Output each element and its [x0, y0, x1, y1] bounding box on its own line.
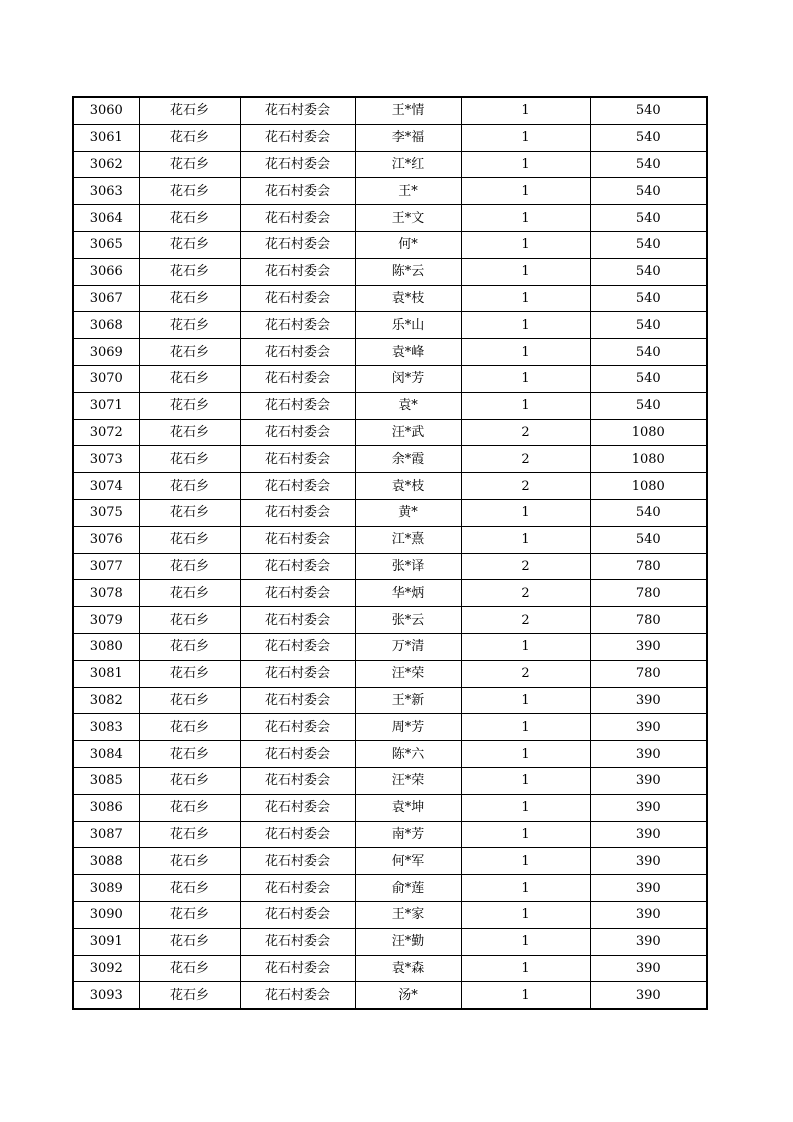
count-cell: 2: [461, 473, 590, 500]
count-cell: 1: [461, 205, 590, 232]
village-committee-cell: 花石村委会: [240, 982, 355, 1009]
amount-cell: 780: [590, 607, 707, 634]
count-cell: 1: [461, 526, 590, 553]
township-cell: 花石乡: [139, 714, 240, 741]
village-committee-cell: 花石村委会: [240, 312, 355, 339]
table-row: [73, 339, 707, 366]
table-row: [73, 580, 707, 607]
table-row: [73, 928, 707, 955]
record-table: [72, 96, 708, 1010]
table-row: [73, 392, 707, 419]
amount-cell: 540: [590, 365, 707, 392]
township-cell: 花石乡: [139, 553, 240, 580]
village-committee-cell: 花石村委会: [240, 767, 355, 794]
table-row: [73, 499, 707, 526]
township-cell: 花石乡: [139, 875, 240, 902]
village-committee-cell: 花石村委会: [240, 205, 355, 232]
count-cell: 1: [461, 848, 590, 875]
table-row: [73, 767, 707, 794]
amount-cell: 390: [590, 767, 707, 794]
count-cell: 2: [461, 580, 590, 607]
count-cell: 1: [461, 499, 590, 526]
township-cell: 花石乡: [139, 660, 240, 687]
township-cell: 花石乡: [139, 339, 240, 366]
amount-cell: 1080: [590, 446, 707, 473]
count-cell: 1: [461, 339, 590, 366]
township-cell: 花石乡: [139, 687, 240, 714]
table-row: [73, 660, 707, 687]
row-id-cell: 3085: [73, 767, 139, 794]
township-cell: 花石乡: [139, 607, 240, 634]
amount-cell: 390: [590, 955, 707, 982]
count-cell: 1: [461, 875, 590, 902]
row-id-cell: 3077: [73, 553, 139, 580]
township-cell: 花石乡: [139, 767, 240, 794]
village-committee-cell: 花石村委会: [240, 178, 355, 205]
village-committee-cell: 花石村委会: [240, 580, 355, 607]
table-body: [73, 97, 707, 1009]
name-cell: 王*家: [355, 901, 461, 928]
count-cell: 2: [461, 660, 590, 687]
row-id-cell: 3071: [73, 392, 139, 419]
amount-cell: 390: [590, 714, 707, 741]
name-cell: 乐*山: [355, 312, 461, 339]
row-id-cell: 3066: [73, 258, 139, 285]
table-row: [73, 741, 707, 768]
village-committee-cell: 花石村委会: [240, 231, 355, 258]
township-cell: 花石乡: [139, 231, 240, 258]
count-cell: 1: [461, 258, 590, 285]
name-cell: 俞*莲: [355, 875, 461, 902]
village-committee-cell: 花石村委会: [240, 714, 355, 741]
name-cell: 汪*武: [355, 419, 461, 446]
township-cell: 花石乡: [139, 365, 240, 392]
table-row: [73, 982, 707, 1009]
row-id-cell: 3073: [73, 446, 139, 473]
name-cell: 汤*: [355, 982, 461, 1009]
row-id-cell: 3062: [73, 151, 139, 178]
count-cell: 1: [461, 741, 590, 768]
township-cell: 花石乡: [139, 955, 240, 982]
table-row: [73, 714, 707, 741]
township-cell: 花石乡: [139, 473, 240, 500]
amount-cell: 540: [590, 151, 707, 178]
count-cell: 1: [461, 97, 590, 124]
village-committee-cell: 花石村委会: [240, 875, 355, 902]
township-cell: 花石乡: [139, 741, 240, 768]
village-committee-cell: 花石村委会: [240, 633, 355, 660]
village-committee-cell: 花石村委会: [240, 687, 355, 714]
row-id-cell: 3093: [73, 982, 139, 1009]
township-cell: 花石乡: [139, 901, 240, 928]
village-committee-cell: 花石村委会: [240, 794, 355, 821]
amount-cell: 1080: [590, 473, 707, 500]
table-row: [73, 124, 707, 151]
name-cell: 王*情: [355, 97, 461, 124]
name-cell: 王*文: [355, 205, 461, 232]
name-cell: 周*芳: [355, 714, 461, 741]
row-id-cell: 3080: [73, 633, 139, 660]
name-cell: 张*译: [355, 553, 461, 580]
row-id-cell: 3083: [73, 714, 139, 741]
amount-cell: 780: [590, 660, 707, 687]
row-id-cell: 3075: [73, 499, 139, 526]
name-cell: 万*清: [355, 633, 461, 660]
township-cell: 花石乡: [139, 205, 240, 232]
name-cell: 南*芳: [355, 821, 461, 848]
count-cell: 1: [461, 794, 590, 821]
township-cell: 花石乡: [139, 312, 240, 339]
row-id-cell: 3076: [73, 526, 139, 553]
row-id-cell: 3089: [73, 875, 139, 902]
village-committee-cell: 花石村委会: [240, 660, 355, 687]
count-cell: 1: [461, 285, 590, 312]
name-cell: 华*炳: [355, 580, 461, 607]
township-cell: 花石乡: [139, 446, 240, 473]
table-row: [73, 901, 707, 928]
count-cell: 1: [461, 982, 590, 1009]
table-row: [73, 553, 707, 580]
amount-cell: 540: [590, 124, 707, 151]
count-cell: 1: [461, 767, 590, 794]
amount-cell: 540: [590, 97, 707, 124]
village-committee-cell: 花石村委会: [240, 151, 355, 178]
village-committee-cell: 花石村委会: [240, 392, 355, 419]
name-cell: 张*云: [355, 607, 461, 634]
table-row: [73, 794, 707, 821]
count-cell: 1: [461, 687, 590, 714]
village-committee-cell: 花石村委会: [240, 526, 355, 553]
amount-cell: 390: [590, 928, 707, 955]
row-id-cell: 3064: [73, 205, 139, 232]
village-committee-cell: 花石村委会: [240, 258, 355, 285]
township-cell: 花石乡: [139, 526, 240, 553]
count-cell: 2: [461, 419, 590, 446]
count-cell: 1: [461, 178, 590, 205]
township-cell: 花石乡: [139, 419, 240, 446]
village-committee-cell: 花石村委会: [240, 473, 355, 500]
village-committee-cell: 花石村委会: [240, 339, 355, 366]
row-id-cell: 3081: [73, 660, 139, 687]
village-committee-cell: 花石村委会: [240, 124, 355, 151]
village-committee-cell: 花石村委会: [240, 553, 355, 580]
name-cell: 陈*六: [355, 741, 461, 768]
amount-cell: 1080: [590, 419, 707, 446]
township-cell: 花石乡: [139, 392, 240, 419]
village-committee-cell: 花石村委会: [240, 821, 355, 848]
table-row: [73, 955, 707, 982]
table-row: [73, 473, 707, 500]
count-cell: 1: [461, 231, 590, 258]
township-cell: 花石乡: [139, 928, 240, 955]
table-row: [73, 526, 707, 553]
table-row: [73, 446, 707, 473]
count-cell: 1: [461, 633, 590, 660]
table-row: [73, 875, 707, 902]
table-row: [73, 365, 707, 392]
amount-cell: 390: [590, 633, 707, 660]
count-cell: 1: [461, 124, 590, 151]
township-cell: 花石乡: [139, 848, 240, 875]
name-cell: 陈*云: [355, 258, 461, 285]
amount-cell: 540: [590, 339, 707, 366]
count-cell: 1: [461, 312, 590, 339]
amount-cell: 540: [590, 526, 707, 553]
count-cell: 1: [461, 392, 590, 419]
name-cell: 余*霞: [355, 446, 461, 473]
amount-cell: 390: [590, 821, 707, 848]
village-committee-cell: 花石村委会: [240, 419, 355, 446]
row-id-cell: 3086: [73, 794, 139, 821]
count-cell: 1: [461, 901, 590, 928]
amount-cell: 540: [590, 231, 707, 258]
name-cell: 袁*枝: [355, 473, 461, 500]
row-id-cell: 3067: [73, 285, 139, 312]
amount-cell: 390: [590, 848, 707, 875]
table-row: [73, 607, 707, 634]
village-committee-cell: 花石村委会: [240, 446, 355, 473]
count-cell: 2: [461, 553, 590, 580]
table-row: [73, 231, 707, 258]
table-row: [73, 178, 707, 205]
amount-cell: 390: [590, 901, 707, 928]
name-cell: 袁*森: [355, 955, 461, 982]
name-cell: 闵*芳: [355, 365, 461, 392]
table-row: [73, 151, 707, 178]
table-row: [73, 312, 707, 339]
amount-cell: 540: [590, 285, 707, 312]
row-id-cell: 3090: [73, 901, 139, 928]
row-id-cell: 3079: [73, 607, 139, 634]
table-row: [73, 205, 707, 232]
row-id-cell: 3068: [73, 312, 139, 339]
amount-cell: 540: [590, 392, 707, 419]
village-committee-cell: 花石村委会: [240, 285, 355, 312]
village-committee-cell: 花石村委会: [240, 928, 355, 955]
row-id-cell: 3072: [73, 419, 139, 446]
row-id-cell: 3065: [73, 231, 139, 258]
table-row: [73, 285, 707, 312]
name-cell: 袁*峰: [355, 339, 461, 366]
name-cell: 袁*枝: [355, 285, 461, 312]
name-cell: 何*: [355, 231, 461, 258]
row-id-cell: 3070: [73, 365, 139, 392]
name-cell: 袁*坤: [355, 794, 461, 821]
township-cell: 花石乡: [139, 258, 240, 285]
table-row: [73, 419, 707, 446]
row-id-cell: 3074: [73, 473, 139, 500]
table-row: [73, 821, 707, 848]
amount-cell: 390: [590, 687, 707, 714]
township-cell: 花石乡: [139, 633, 240, 660]
table-row: [73, 97, 707, 124]
row-id-cell: 3087: [73, 821, 139, 848]
row-id-cell: 3060: [73, 97, 139, 124]
name-cell: 江*熹: [355, 526, 461, 553]
amount-cell: 540: [590, 499, 707, 526]
name-cell: 王*新: [355, 687, 461, 714]
village-committee-cell: 花石村委会: [240, 955, 355, 982]
count-cell: 2: [461, 607, 590, 634]
amount-cell: 780: [590, 580, 707, 607]
row-id-cell: 3082: [73, 687, 139, 714]
amount-cell: 540: [590, 205, 707, 232]
amount-cell: 540: [590, 312, 707, 339]
row-id-cell: 3063: [73, 178, 139, 205]
village-committee-cell: 花石村委会: [240, 607, 355, 634]
table-row: [73, 258, 707, 285]
township-cell: 花石乡: [139, 178, 240, 205]
row-id-cell: 3084: [73, 741, 139, 768]
village-committee-cell: 花石村委会: [240, 365, 355, 392]
count-cell: 1: [461, 955, 590, 982]
village-committee-cell: 花石村委会: [240, 848, 355, 875]
count-cell: 1: [461, 821, 590, 848]
name-cell: 王*: [355, 178, 461, 205]
amount-cell: 390: [590, 741, 707, 768]
row-id-cell: 3061: [73, 124, 139, 151]
township-cell: 花石乡: [139, 151, 240, 178]
name-cell: 江*红: [355, 151, 461, 178]
name-cell: 汪*荣: [355, 660, 461, 687]
count-cell: 1: [461, 151, 590, 178]
name-cell: 汪*勤: [355, 928, 461, 955]
row-id-cell: 3069: [73, 339, 139, 366]
count-cell: 2: [461, 446, 590, 473]
amount-cell: 390: [590, 875, 707, 902]
amount-cell: 780: [590, 553, 707, 580]
amount-cell: 390: [590, 794, 707, 821]
count-cell: 1: [461, 714, 590, 741]
township-cell: 花石乡: [139, 982, 240, 1009]
count-cell: 1: [461, 928, 590, 955]
row-id-cell: 3092: [73, 955, 139, 982]
township-cell: 花石乡: [139, 580, 240, 607]
township-cell: 花石乡: [139, 794, 240, 821]
village-committee-cell: 花石村委会: [240, 97, 355, 124]
name-cell: 汪*荣: [355, 767, 461, 794]
row-id-cell: 3088: [73, 848, 139, 875]
village-committee-cell: 花石村委会: [240, 499, 355, 526]
table-row: [73, 633, 707, 660]
township-cell: 花石乡: [139, 821, 240, 848]
row-id-cell: 3091: [73, 928, 139, 955]
table-row: [73, 687, 707, 714]
township-cell: 花石乡: [139, 124, 240, 151]
township-cell: 花石乡: [139, 285, 240, 312]
amount-cell: 540: [590, 258, 707, 285]
village-committee-cell: 花石村委会: [240, 901, 355, 928]
township-cell: 花石乡: [139, 97, 240, 124]
row-id-cell: 3078: [73, 580, 139, 607]
name-cell: 黄*: [355, 499, 461, 526]
amount-cell: 540: [590, 178, 707, 205]
table-row: [73, 848, 707, 875]
township-cell: 花石乡: [139, 499, 240, 526]
village-committee-cell: 花石村委会: [240, 741, 355, 768]
name-cell: 李*福: [355, 124, 461, 151]
count-cell: 1: [461, 365, 590, 392]
name-cell: 何*军: [355, 848, 461, 875]
amount-cell: 390: [590, 982, 707, 1009]
name-cell: 袁*: [355, 392, 461, 419]
